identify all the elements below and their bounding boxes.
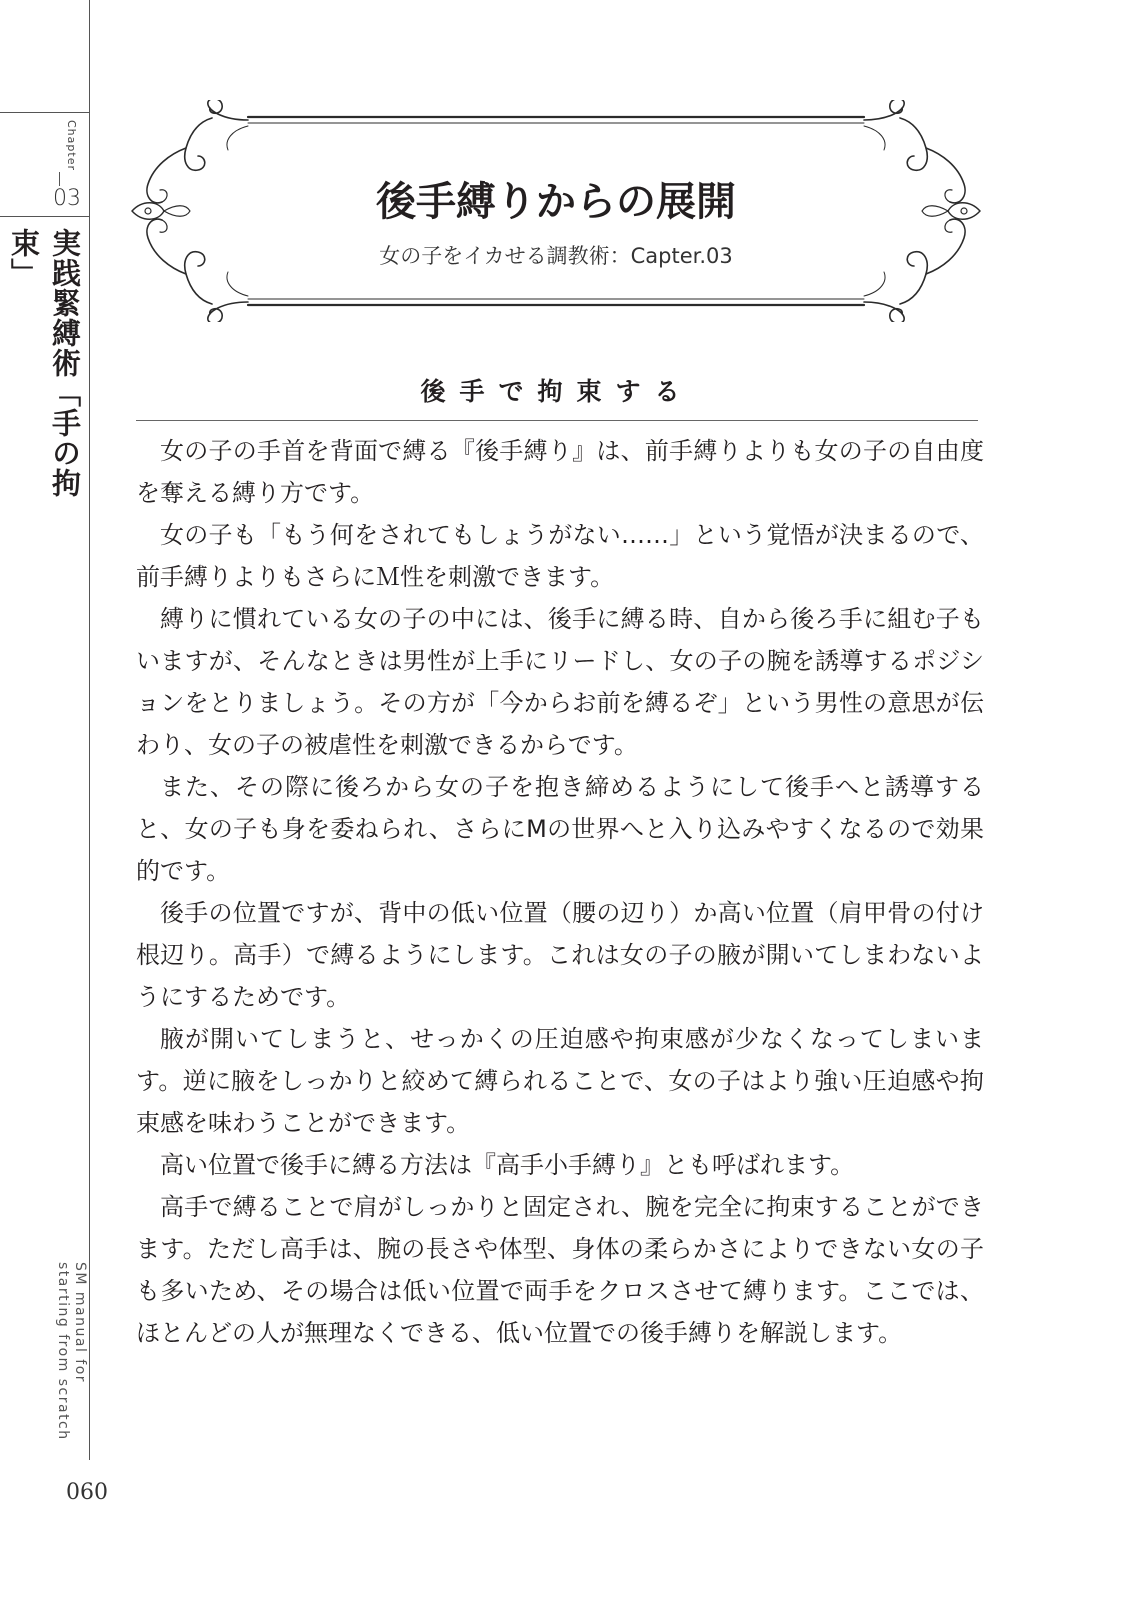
margin-rule-vertical (89, 0, 90, 1460)
paragraph: 高手で縛ることで肩がしっかりと固定され、腕を完全に拘束することができます。ただし高手は、腕の長さや体型、身体の柔らかさによりできない女の子も多いため、その場合は低い位置で両手をクロスさせて縛ります。ここでは、ほとんどの人が無理なくできる、低い位置での後手縛りを解説します。 (136, 1193, 984, 1347)
paragraph: また、その際に後ろから女の子を抱き締めるようにして後手へと誘導すると、女の子も身を委ねられ、さらにMの世界へと入り込みやすくなるので効果的です。 (136, 773, 984, 885)
paragraph: 高い位置で後手に縛る方法は『高手小手縛り』とも呼ばれます。 (160, 1151, 855, 1179)
paragraph: 腋が開いてしまうと、せっかくの圧迫感や拘束感が少なくなってしまいます。逆に腋をしっかりと絞めて縛られることで、女の子はより強い圧迫感や拘束感を味わうことができます。 (136, 1025, 984, 1137)
page-subtitle: 女の子をイカせる調教術：Capter.03 (379, 244, 733, 268)
paragraph: 縛りに慣れている女の子の中には、後手に縛る時、自から後ろ手に組む子もいますが、そんなときは男性が上手にリードし、女の子の腕を誘導するポジションをとりましょう。その方が「今からお前を縛るぞ」という男性の意思が伝わり、女の子の被虐性を刺激できるからです。 (136, 605, 984, 759)
book-tagline: SM manual for starting from scratch (55, 1262, 88, 1441)
paragraph: 女の子も「もう何をされてもしょうがない……」という覚悟が決まるので、前手縛りよりもさらにＭ性を刺激できます。 (136, 521, 984, 591)
paragraph: 後手の位置ですが、背中の低い位置（腰の辺り）か高い位置（肩甲骨の付け根辺り。高手）で縛るようにします。これは女の子の腋が開いてしまわないようにするためです。 (136, 899, 984, 1011)
page-number: 060 (66, 1480, 108, 1505)
chapter-divider (59, 172, 60, 186)
chapter-label: Chapter (65, 120, 78, 171)
margin-rule-top (0, 112, 90, 113)
page-title: 後手縛りからの展開 (376, 179, 736, 225)
article-body (136, 430, 984, 1354)
section-heading: 後手で拘束する (420, 377, 694, 406)
section-divider (136, 420, 978, 421)
chapter-number: 03 (53, 186, 81, 211)
chapter-vertical-title: 実践緊縛術「手の拘束」 (7, 228, 82, 498)
paragraph: 女の子の手首を背面で縛る『後手縛り』は、前手縛りよりも女の子の自由度を奪える縛り方です。 (136, 437, 984, 507)
margin-rule-bottom (0, 216, 90, 217)
